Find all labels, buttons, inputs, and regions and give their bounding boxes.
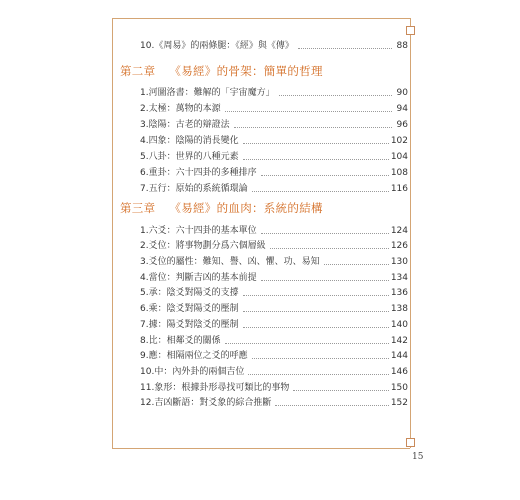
toc-entry-page: 142	[390, 335, 408, 346]
toc-entry-page: 130	[390, 257, 408, 268]
toc-top-section	[140, 38, 408, 52]
toc-entry-page: 146	[390, 366, 408, 377]
dot-leader	[234, 127, 392, 128]
toc-entry-text: 1.六爻：六十四卦的基本單位	[140, 225, 257, 236]
toc-entry-text: 10.中：內外卦的兩個吉位	[140, 366, 245, 377]
toc-entry-page: 144	[390, 351, 408, 362]
toc-entry[interactable]	[140, 237, 408, 253]
toc-entry-page: 138	[390, 304, 408, 315]
toc-entry-text: 6.重卦：六十四卦的多種排序	[140, 168, 257, 178]
toc-entry-text: 8.比：相鄰爻的關係	[140, 335, 221, 346]
toc-entry-text: 4.當位：判斷吉凶的基本前提	[140, 272, 257, 283]
toc-entry-page: 116	[390, 184, 408, 194]
toc-entry-page: 94	[396, 104, 408, 114]
toc-entry-text: 10.《周易》的兩條腿：《經》與《傳》	[140, 41, 294, 51]
toc-entry-page: 108	[390, 168, 408, 178]
toc-entry-page: 136	[390, 288, 408, 299]
toc-entry[interactable]	[140, 179, 408, 195]
toc-entry-text: 4.四象：陰陽的消長變化	[140, 136, 239, 146]
toc-entry-page: 152	[390, 398, 408, 409]
toc-entry-text: 2.太極：萬物的本源	[140, 104, 221, 114]
toc-entry-text: 11.象形：根據卦形尋找可類比的事物	[140, 382, 290, 393]
toc-entry[interactable]	[140, 331, 408, 347]
toc-entry-text: 2.爻位：將事物劃分爲六個層級	[140, 241, 266, 252]
dot-leader	[261, 280, 389, 281]
toc-entry-page: 104	[390, 152, 408, 162]
chapter-number: 第二章	[120, 64, 156, 78]
chapter-3-heading	[120, 200, 323, 216]
toc-entry-page: 88	[396, 41, 408, 51]
toc-entry-page: 90	[396, 88, 408, 98]
dot-leader	[243, 159, 389, 160]
bottom-margin-rule	[112, 448, 410, 449]
dot-leader	[248, 374, 388, 375]
dot-leader	[270, 248, 389, 249]
toc-entry[interactable]	[140, 83, 408, 99]
toc-entry[interactable]	[140, 99, 408, 115]
left-margin-rule	[112, 18, 113, 448]
toc-entry-page: 140	[390, 319, 408, 330]
chapter-number: 第三章	[120, 201, 156, 215]
chapter-title: 《易經》的骨架：簡單的哲理	[169, 64, 323, 78]
dot-leader	[225, 111, 392, 112]
top-margin-rule	[112, 18, 410, 19]
dot-leader	[279, 95, 392, 96]
dot-leader	[225, 343, 389, 344]
dot-leader	[252, 191, 389, 192]
toc-entry-text: 6.乘：陰爻對陽爻的壓制	[140, 304, 239, 315]
dot-leader	[243, 311, 389, 312]
corner-square-icon	[406, 438, 415, 447]
toc-entry-text: 5.八卦：世界的八種元素	[140, 152, 239, 162]
toc-entry-page: 102	[390, 136, 408, 146]
dot-leader	[243, 295, 389, 296]
toc-entry-page: 96	[396, 120, 408, 130]
dot-leader	[243, 143, 389, 144]
toc-entry[interactable]	[140, 115, 408, 131]
toc-entry-text: 3.陰陽：古老的辯證法	[140, 120, 230, 130]
toc-entry[interactable]	[140, 38, 408, 52]
chapter-2-heading	[120, 63, 323, 79]
toc-entry[interactable]	[140, 268, 408, 284]
dot-leader	[293, 390, 388, 391]
page-number: 15	[412, 452, 424, 462]
toc-entry[interactable]	[140, 284, 408, 300]
dot-leader	[275, 405, 388, 406]
toc-entry[interactable]	[140, 394, 408, 410]
toc-entry-text: 5.承：陰爻對陽爻的支撐	[140, 288, 239, 299]
toc-entry[interactable]	[140, 378, 408, 394]
dot-leader	[261, 233, 389, 234]
dot-leader	[261, 175, 389, 176]
toc-entry-page: 150	[390, 382, 408, 393]
toc-entry[interactable]	[140, 347, 408, 363]
toc-entry-text: 9.應：相隔兩位之爻的呼應	[140, 351, 248, 362]
chapter-2-entries	[140, 83, 408, 195]
toc-entry[interactable]	[140, 131, 408, 147]
toc-entry[interactable]	[140, 221, 408, 237]
dot-leader	[324, 264, 389, 265]
chapter-title: 《易經》的血肉：系統的結構	[169, 201, 323, 215]
toc-entry[interactable]	[140, 299, 408, 315]
toc-entry[interactable]	[140, 252, 408, 268]
dot-leader	[298, 48, 392, 49]
right-margin-rule	[410, 18, 411, 448]
corner-square-icon	[406, 26, 415, 35]
toc-entry[interactable]	[140, 315, 408, 331]
toc-entry-text: 12.吉凶斷語：對爻象的綜合推斷	[140, 398, 272, 409]
toc-entry[interactable]	[140, 163, 408, 179]
dot-leader	[243, 327, 389, 328]
toc-entry[interactable]	[140, 147, 408, 163]
toc-entry-page: 126	[390, 241, 408, 252]
dot-leader	[252, 358, 389, 359]
toc-entry-text: 7.五行：原始的系統循環論	[140, 184, 248, 194]
toc-entry-page: 124	[390, 225, 408, 236]
toc-entry-text: 7.據：陽爻對陰爻的壓制	[140, 319, 239, 330]
toc-entry-text: 1.河圖洛書：難解的「宇宙魔方」	[140, 88, 275, 98]
chapter-3-entries	[140, 221, 408, 409]
toc-entry-text: 3.爻位的屬性：難知、譽、凶、懼、功、易知	[140, 257, 320, 268]
toc-entry-page: 134	[390, 272, 408, 283]
toc-entry[interactable]	[140, 362, 408, 378]
